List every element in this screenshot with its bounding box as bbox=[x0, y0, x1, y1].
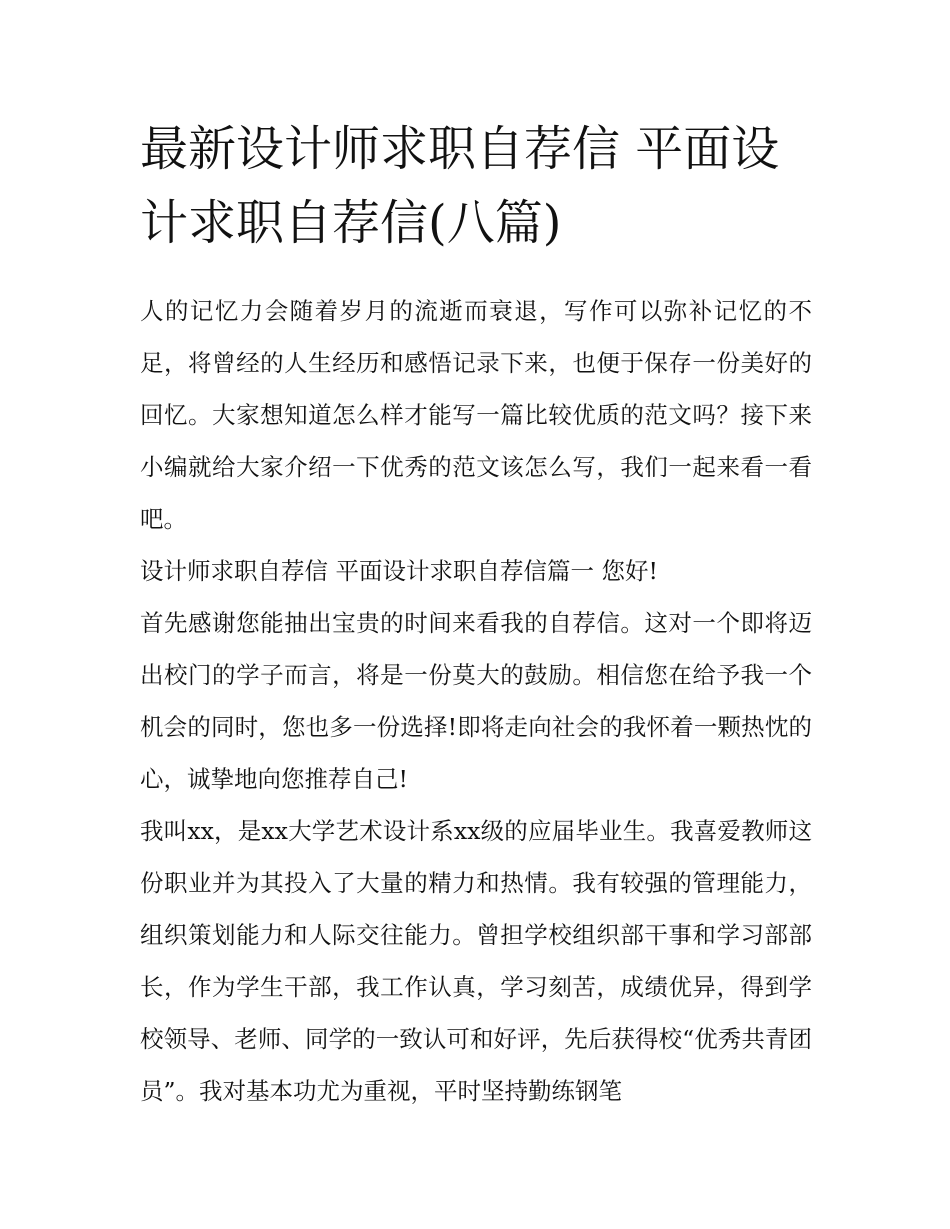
document-title: 最新设计师求职自荐信 平面设计求职自荐信(八篇) bbox=[140, 121, 780, 251]
letter-paragraph-thanks: 首先感谢您能抽出宝贵的时间来看我的自荐信。这对一个即将迈出校门的学子而言，将是一份莫大的鼓励。相信您在给予我一个机会的同时，您也多一份选择!即将走向社会的我怀着一颗热忱的心，诚挚地向您推荐自己! bbox=[140, 609, 812, 793]
document-content bbox=[140, 112, 812, 1117]
letter-paragraph-self-intro: 我叫xx，是xx大学艺术设计系xx级的应届毕业生。我喜爱教师这份职业并为其投入了大量的精力和热情。我有较强的管理能力，组织策划能力和人际交往能力。曾担学校组织部干事和学习部部长，作为学生干部，我工作认真，学习刻苦，成绩优异，得到学校领导、老师、同学的一致认可和好评，先后获得校“优秀共青团员”。我对基本功尤为重视，平时坚持勤练钢笔 bbox=[140, 817, 812, 1105]
letter-heading: 设计师求职自荐信 平面设计求职自荐信篇一 您好! bbox=[140, 557, 658, 585]
intro-paragraph: 人的记忆力会随着岁月的流逝而衰退，写作可以弥补记忆的不足，将曾经的人生经历和感悟记录下来，也便于保存一份美好的回忆。大家想知道怎么样才能写一篇比较优质的范文吗？接下来小编就给大家介绍一下优秀的范文该怎么写，我们一起来看一看吧。 bbox=[140, 297, 812, 533]
